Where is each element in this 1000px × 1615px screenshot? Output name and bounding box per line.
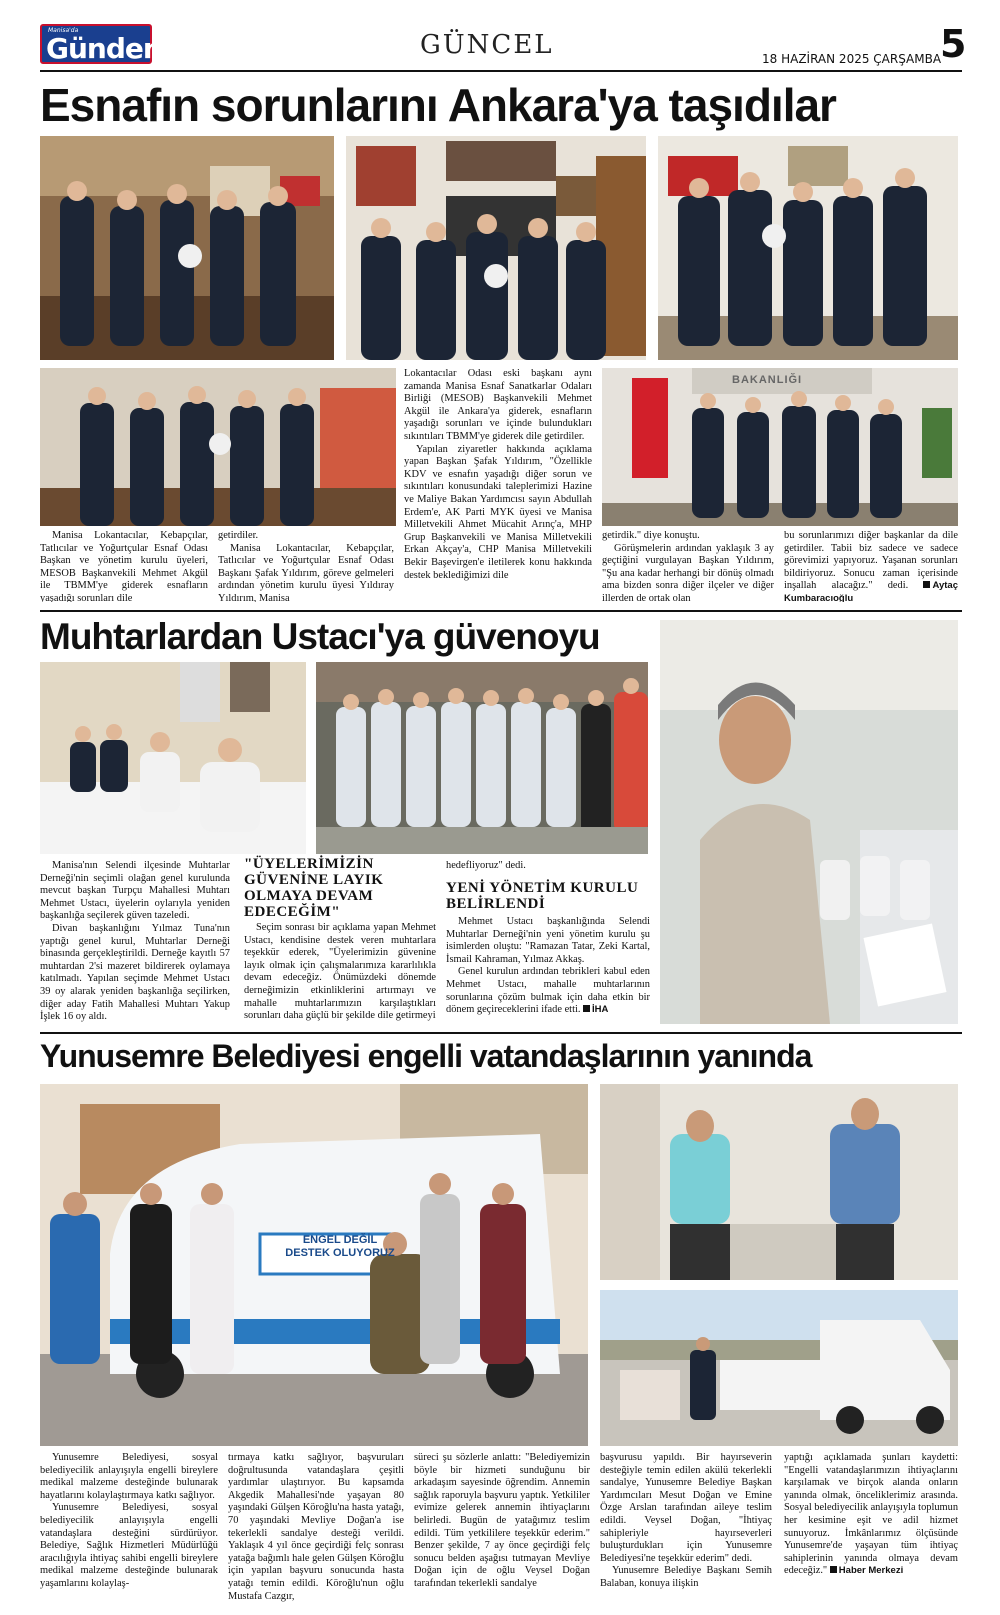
story3-photo-1 [40, 1084, 588, 1446]
story1-photo-2 [346, 136, 646, 360]
story1-col5-text: bu sorunlarımızı diğer başkanlar da dile getirdiler. Tabii biz sadece ve sadece görevimizi yapıyoruz. Yaşanan sorunları bildiriyoruz. Sonucu zaman içerisinde inşallah alacağız." dedi. [784, 530, 958, 592]
story1-rule [40, 610, 962, 612]
story1-photo-3 [658, 136, 958, 360]
story1-col4a-text: getirdik." diye konuştu. [602, 530, 700, 541]
story1-col3 [404, 368, 592, 602]
story2-col3c-text: Genel kurulun ardından tebrikleri kabul eden Mehmet Ustacı, mahalle muhtarlarının sorunlarına çözüm bulmak için daha etkin bir dönem geçireceklerini ifade etti. [446, 966, 650, 1016]
story1-col2b-text: Manisa Lokantacılar, Kebapçılar, Tatlıcılar ve Yoğurtçular Esnaf Odası Başkanı Şafak Yıldırım, göreve gelmeleri ardından yönetim kurulu üyesi Yıldıray Yıldırım, Manisa [218, 542, 394, 602]
story2-photo-2 [316, 662, 648, 854]
story1-photo-4 [40, 368, 396, 526]
story2-col1 [40, 860, 230, 1024]
ministry-sign: BAKANLIĞI [732, 374, 803, 386]
logo-title: Gündem [46, 32, 172, 65]
page-number: 5 [940, 22, 967, 66]
story1-col3a-text: Lokantacılar Odası eski başkanı aynı zamanda Manisa Esnaf Sanatkarlar Odaları Birliği (MESOB) Başkanvekili Mehmet Akgül ile Ankara'ya giderek, esnafların yaşadığı sorunları ve içinde bulundukları sıkıntıları TBMM'ye giderek dile getirdiler. [404, 368, 592, 442]
story3-col4b-text: Yunusemre Belediye Başkanı Semih Balaban, konuya ilişkin [600, 1565, 772, 1589]
story2-col3-top [446, 860, 650, 874]
story3-col3-text: süreci şu sözlerle anlattı: "Belediyemizin böyle bir hizmeti sunduğunu bir arkadaşım sayesinde öğrendim. Annemin sağlık raporuyla başvuru yaptık. Yetkililer evimize gelerek annemin ihtiyaçlarını belirledi. Bugün de yatağımız teslim edildi. Tüm yetkililere teşekkür ederim." Benzer şekilde, 7 ay önce geçirdiği felç sonucu belden aşağısı tutmayan Mevliye Doğan için de oğlu Veysel Doğan tarafından tekerlekli sandalye [414, 1452, 590, 1589]
story2-subhead-1 [244, 856, 434, 920]
byline-square-icon [583, 1005, 590, 1012]
story1-photo-1 [40, 136, 334, 360]
story1-col4 [602, 530, 774, 602]
story3-photo-3 [600, 1290, 958, 1446]
story3-col5-text: yaptığı açıklamada şunları kaydetti: "Engelli vatandaşlarımızın ihtiyaçlarını karşılamak ve birçok alanda onların yanında olmak, önceliklerimiz arasında. Sosyal belediyecilik anlayışıyla toplumun her kesimine eşit ve adil hizmet sunuyoruz. İmkânlarımız ölçüsünde Yunusemre'de yaşayan tüm ihtiyaç sahiplerinin yanında olmaya devam edeceğiz." [784, 1452, 958, 1577]
story1-col3b-text: Yapılan ziyaretler hakkında açıklama yapan Başkan Şafak Yıldırım, "Özellikle KDV ve esnafın yaşadığı diğer sorun ve sıkıntıları konusundaki taleplerimizi Hazine ve Maliye Bakan Yardımcısı sayın Abdullah Erdem'e, AK Parti MYK üyesi ve Manisa Milletvekili Ahmet Mücahit Arınç'a, MHP Grup Başkanvekili ve Manisa Milletvekili Erkan Akçay'a, CHP Manisa Milletvekili Bekir Başevirgen'e iletilerek konu hakkında destek beklediğimizi dile [404, 443, 592, 581]
story1-col4b-text: Görüşmelerin ardından yaklaşık 3 ay geçtiğini vurgulayan Başkan Yıldırım, "Şu ana kadar herhangi bir dönüş olmadı ama bizden sonra diğer ilçeler ve diğer illerden de ortak olan [602, 542, 774, 602]
story3-col1b-text: Yunusemre Belediyesi, sosyal belediyecilik anlayışıyla engelli vatandaşlara desteğini sürdürüyor. Belediye, Sağlık Hizmetleri Müdürlüğü aracılığıyla ihtiyaç sahibi engelli bireylere medikal malzeme desteğinde bulunarak yaşamlarını kolaylaş- [40, 1502, 218, 1589]
logo-tagline: Manisa'da [48, 27, 79, 34]
story2-col2 [244, 922, 436, 1024]
story2-col3a-text: hedefliyoruz" dedi. [446, 860, 526, 871]
byline-square-icon [830, 1566, 837, 1573]
story3-col4 [600, 1452, 772, 1608]
story1-headline: Esnafın sorunlarını Ankara'ya taşıdılar [40, 79, 836, 131]
story2-col3 [446, 916, 650, 1024]
van-slogan-line2: DESTEK OLUYORUZ [285, 1247, 395, 1259]
story1-byline: Aytaç Kumbaracıoğlu [784, 580, 958, 602]
story2-col2-text: Seçim sonrası bir açıklama yapan Mehmet Ustacı, kendisine destek veren muhtarlara teşekkür ederek, "Üyelerimizin güvenine layık olmak için çalışmalarımıza kararlılıkla devam edeceğiz. Önümüzdeki dönemde derneğimizin etkinliklerini artırmayı ve mahalle muhtarlarımızın karşılaştıkları sorunları daha güçlü bir şekilde dile getirmeyi [244, 922, 436, 1022]
newspaper-logo [40, 24, 172, 65]
story3-col4a-text: başvurusu yapıldı. Bir hayırseverin desteğiyle temin edilen akülü tekerlekli sandalye, Yunusemre Belediye Başkan Yardımcıları Mesut Doğan ve Emine Özge Arslan tarafından aileye teslim edildi. Veysel Doğan, "İhtiyaç sahipleriyle hayırseverleri buluşturdukları için Yunusemre Belediyesi'ne teşekkür ederim" dedi. [600, 1452, 772, 1564]
story3-byline: Haber Merkezi [838, 1565, 904, 1577]
story2-photo-3 [660, 620, 958, 1024]
story2-subhead-2-text: YENİ YÖNETİM KURULU BELİRLENDİ [446, 880, 639, 912]
story3-col1 [40, 1452, 218, 1608]
story3-photo-2 [600, 1084, 958, 1280]
issue-date: 18 HAZİRAN 2025 ÇARŞAMBA [762, 52, 942, 66]
story1-col2a-text: getirdiler. [218, 530, 259, 541]
header-rule [40, 70, 962, 72]
story3-col1a-text: Yunusemre Belediyesi, sosyal belediyecilik anlayışıyla engelli bireylere medikal malzeme desteğinde bulunarak hayatlarını kolaylaştırmaya katkı sağlıyor. [40, 1452, 218, 1501]
story2-subhead-1-text: "ÜYELERİMİZİN GÜVENİNE LAYIK OLMAYA DEVAM EDECEĞİM" [244, 856, 384, 920]
story2-rule [40, 1032, 962, 1034]
story2-photo-1 [40, 662, 306, 854]
story3-col5 [784, 1452, 958, 1608]
story2-byline: İHA [592, 1004, 609, 1016]
story1-col2 [218, 530, 394, 602]
story2-headline: Muhtarlardan Ustacı'ya güvenoyu [40, 616, 600, 657]
story2-col1b-text: Divan başkanlığını Yılmaz Tuna'nın yaptığı genel kurul, Muhtarlar Derneği binasında gerçekleştirildi. Derneğe kayıtlı 57 muhtardan 2'si mazeret bildirerek oylamaya katılmadı. Yapılan seçimde Mehmet Ustacı 39 oy alarak yeniden başkanlığa seçilirken, diğer aday Fatih Mahallesi Muhtarı Yakup İşlek 16 oy aldı. [40, 922, 230, 1023]
story1-photo-5 [602, 368, 958, 526]
story3-col2 [228, 1452, 404, 1608]
story1-col5 [784, 530, 958, 602]
van-slogan [270, 1234, 410, 1260]
story3-headline: Yunusemre Belediyesi engelli vatandaşlarının yanında [40, 1038, 812, 1074]
story3-col3 [414, 1452, 590, 1608]
story2-subhead-2 [446, 880, 650, 912]
story3-col2-text: tırmaya katkı sağlıyor, başvuruları doğrultusunda vatandaşlara çeşitli yardımlar ulaştırıyor. Bu kapsamda Akgedik Mahallesi'nde yaşayan 80 yaşındaki Gülşen Köroğlu'na hasta yatağı, 70 yaşındaki Mevliye Doğan'a ise tekerlekli sandalye desteği verildi. Yaklaşık 4 yıl önce geçirdiği felç sonrası yatağa bağımlı hale gelen Gülşen Köroğlu için yapılan başvuru sonucunda hasta yatağı temin edildi. Köroğlu'nun oğlu Mustafa Cazgır, [228, 1452, 404, 1602]
byline-square-icon [923, 581, 930, 588]
story1-col1-text: Manisa Lokantacılar, Kebapçılar, Tatlıcılar ve Yoğurtçular Esnaf Odası Başkan ve yönetim kurulu üyeleri, MESOB Başkanvekili Mehmet Akgül ile TBMM'ye giderek esnafların yaşadığı sorunları dile [40, 530, 208, 602]
story1-col1 [40, 530, 208, 602]
section-title: GÜNCEL [420, 30, 554, 60]
story2-col3b-text: Mehmet Ustacı başkanlığında Selendi Muhtarlar Derneği'nin yeni yönetim kurulu şu isimlerden oluştu: "Ramazan Tatar, Zeki Kartal, İsmail Kahraman, Yılmaz Akkaş. [446, 916, 650, 965]
story2-col1a-text: Manisa'nın Selendi ilçesinde Muhtarlar Derneği'nin seçimli olağan genel kurulunda mevcut başkan Turpçu Mahallesi Muhtarı Mehmet Ustacı, üyelerin oylarıyla yeniden başkanlığa seçilerek güven tazeledi. [40, 860, 230, 922]
van-slogan-line1: ENGEL DEĞİL [302, 1234, 378, 1246]
